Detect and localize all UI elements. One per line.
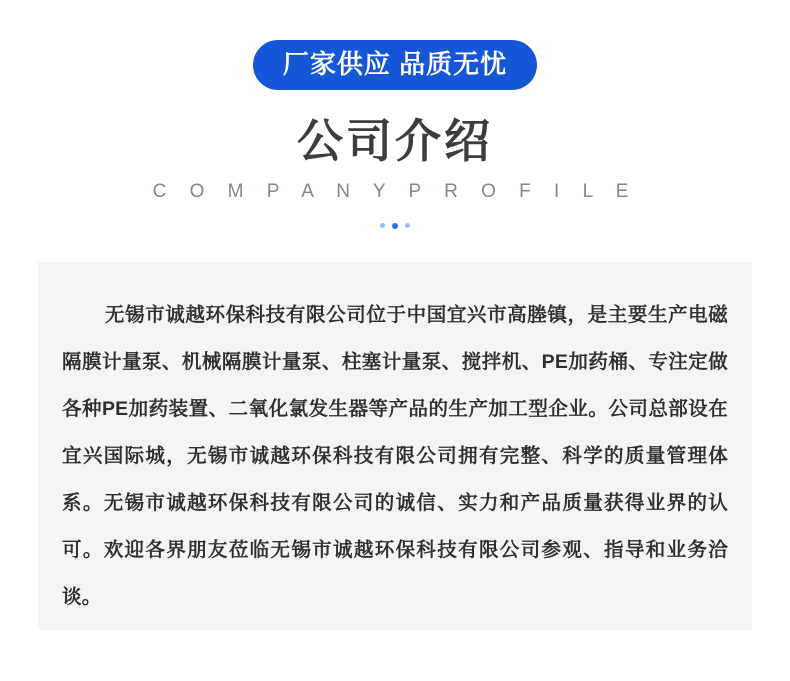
dot-icon (392, 223, 398, 229)
tagline-badge: 厂家供应 品质无忧 (253, 40, 537, 90)
company-description-text: 无锡市诚越环保科技有限公司位于中国宜兴市高塍镇，是主要生产电磁隔膜计量泵、机械隔膜计量泵、柱塞计量泵、搅拌机、PE加药桶、专注定做各种PE加药装置、二氧化氯发生器等产品的生产加工型企业。公司总部设在宜兴国际城，无锡市诚越环保科技有限公司拥有完整、科学的质量管理体系。无锡市诚越环保科技有限公司的诚信、实力和产品质量获得业界的认可。欢迎各界朋友莅临无锡市诚越环保科技有限公司参观、指导和业务洽谈。 (62, 304, 728, 608)
page-subtitle: C O M P A N Y P R O F I L E (152, 180, 638, 202)
company-description-panel (38, 262, 752, 630)
page-title: 公司介绍 (297, 115, 493, 167)
page-header (0, 0, 790, 229)
dot-icon (405, 223, 410, 228)
decorative-dots (0, 223, 790, 229)
dot-icon (380, 223, 385, 228)
